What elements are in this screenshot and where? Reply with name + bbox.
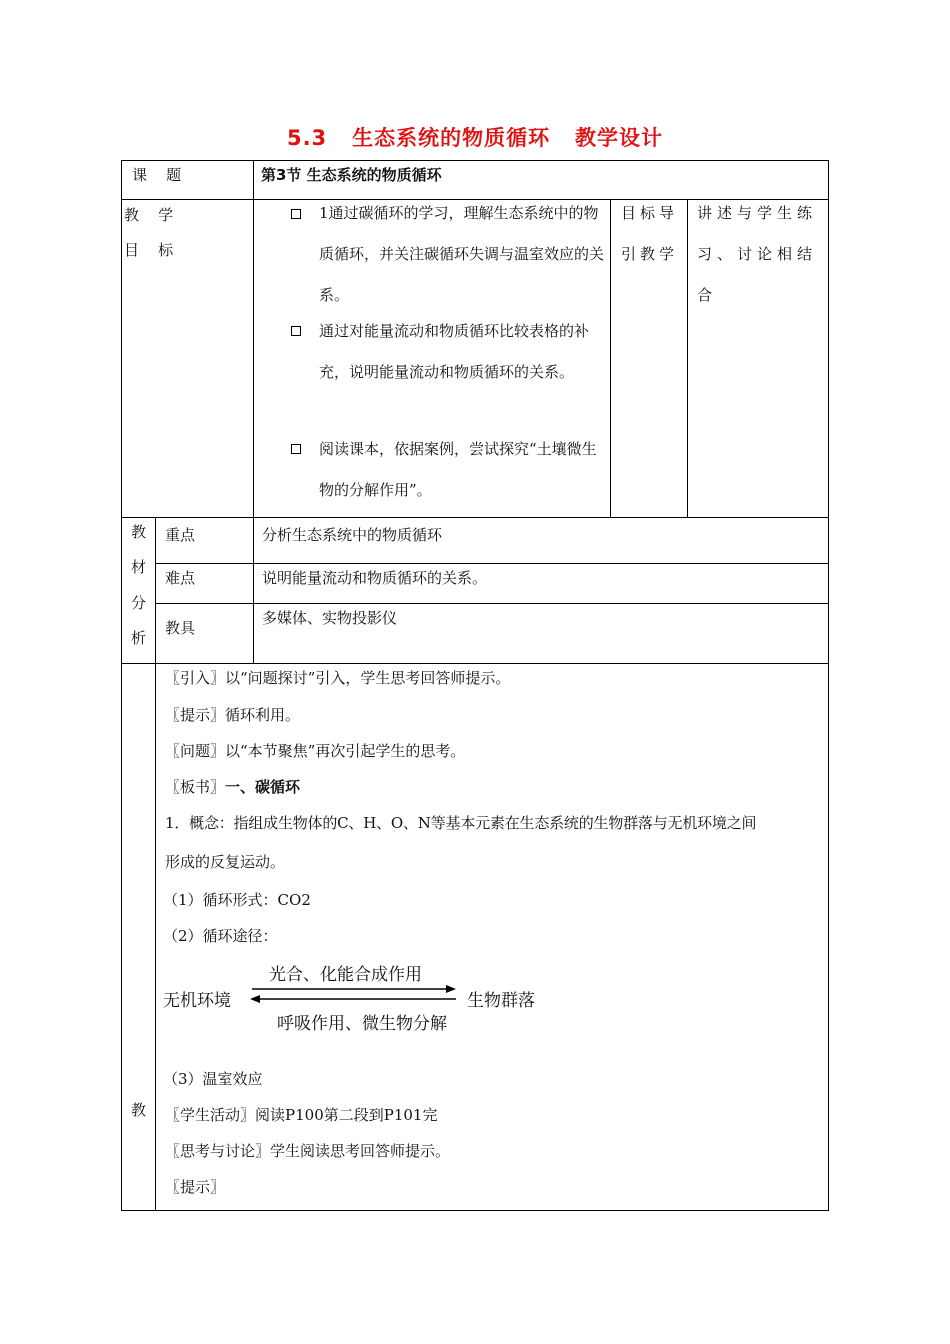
concept-line: 1．概念：指组成生物体的C、H、O、N等基本元素在生态系统的生物群落与无机环境之间 [165,814,757,832]
checkbox-icon [291,209,301,219]
process-side-label: 教 [131,1101,147,1119]
diagram-left-node: 无机环境 [163,991,231,1011]
line-prefix: 〖板书〗 [165,778,226,796]
teaching-aids-label: 教具 [165,619,196,637]
process-line [165,1177,225,1197]
line-prefix: 〖提示〗 [165,706,226,724]
key-point-label: 重点 [165,526,196,544]
teaching-method-label: 目标导引教学 [621,204,679,263]
row-divider [121,663,829,664]
goal-item: 1通过碳循环的学习，理解生态系统中的物质循环，并关注碳循环失调与温室效应的关系。 [319,204,605,304]
board-heading: 一、碳循环 [225,778,301,796]
teaching-method-value: 讲述与学生练习、讨论相结合 [697,204,818,304]
diagram-right-node: 生物群落 [467,991,535,1011]
row-divider [121,517,829,518]
greenhouse-effect: （3）温室效应 [163,1070,263,1088]
key-point-value: 分析生态系统中的物质循环 [262,526,443,544]
document-title: 5.3 生态系统的物质循环 教学设计 [286,126,664,150]
process-line [165,741,465,761]
goal-item: 通过对能量流动和物质循环比较表格的补充，说明能量流动和物质循环的关系。 [319,322,590,381]
diagram-arrows [160,955,560,1035]
line-prefix: 〖学生活动〗 [165,1106,256,1124]
process-line [165,705,300,725]
analysis-label-char: 析 [131,629,147,647]
line-prefix: 〖提示〗 [165,1178,226,1196]
line-prefix: 〖思考与讨论〗 [165,1142,271,1160]
teaching-aids-value: 多媒体、实物投影仪 [262,609,398,627]
line-text: 阅读P100第二段到P101完 [255,1106,438,1124]
topic-label: 课 题 [132,166,182,184]
line-text: 学生阅读思考回答师提示。 [270,1142,451,1160]
difficulty-value: 说明能量流动和物质循环的关系。 [262,569,488,587]
line-text: 循环利用。 [225,706,301,724]
analysis-label-char: 分 [131,594,147,612]
checkbox-icon [291,326,301,336]
line-text: 以“本节聚焦”再次引起学生的思考。 [225,742,466,760]
goal-item: 阅读课本，依据案例，尝试探究“土壤微生物的分解作用”。 [319,440,597,499]
process-line [165,668,510,688]
col-divider [610,199,611,518]
diagram-bottom-label: 呼吸作用、微生物分解 [277,1014,447,1034]
topic-value: 第3节 生态系统的物质循环 [261,166,442,184]
difficulty-label: 难点 [165,569,196,587]
process-line [165,1105,437,1125]
process-line [165,1141,450,1161]
col-divider [253,160,254,518]
diagram-top-label: 光合、化能合成作用 [269,965,422,985]
goals-label: 教 学 [124,206,174,224]
arrow-right-head-icon [446,985,456,993]
analysis-label-char: 教 [131,523,147,541]
process-line [165,777,300,797]
cycle-path: （2）循环途径： [163,927,278,945]
col-divider [687,199,688,518]
concept-line: 形成的反复运动。 [165,853,286,871]
row-divider [155,603,829,604]
analysis-label-char: 材 [131,558,147,576]
row-divider [155,563,829,564]
line-prefix: 〖问题〗 [165,742,226,760]
checkbox-icon [291,444,301,454]
arrow-left-head-icon [250,995,260,1003]
line-text: 以“问题探讨”引入，学生思考回答师提示。 [225,669,511,687]
col-divider [253,517,254,664]
goals-label: 目 标 [124,241,174,259]
line-prefix: 〖引入〗 [165,669,226,687]
cycle-form: （1）循环形式：CO2 [163,891,311,909]
col-divider [155,517,156,1211]
carbon-cycle-diagram [160,955,560,1035]
